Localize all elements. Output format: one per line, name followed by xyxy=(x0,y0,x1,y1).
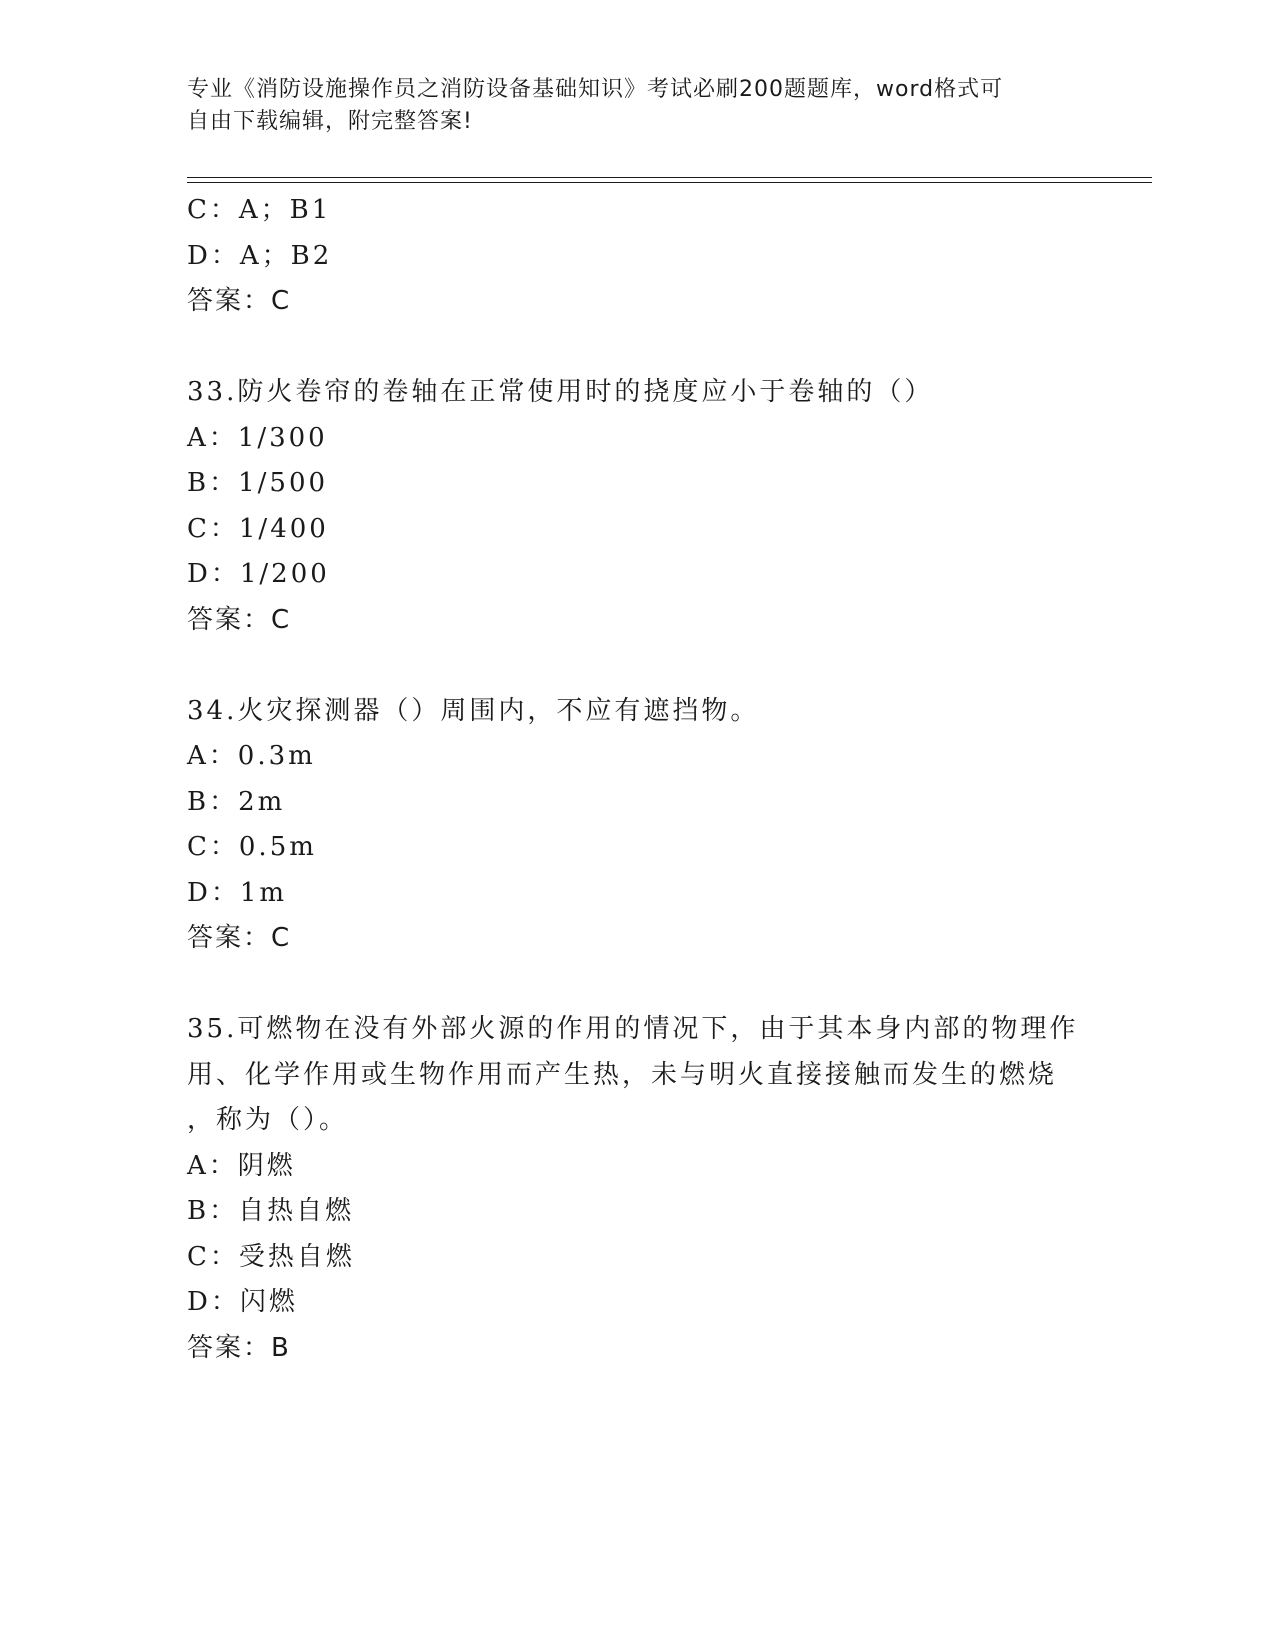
spacer xyxy=(187,643,1087,689)
option-d: D：A；B2 xyxy=(187,240,333,271)
header-rule-top xyxy=(187,177,1152,178)
header-rule-bottom xyxy=(187,182,1152,183)
option-c: C：1/400 xyxy=(187,513,329,544)
option-c: C：A；B1 xyxy=(187,195,332,225)
question-stem-line-2: 用、化学作用或生物作用而产生热，未与明火直接接触而发生的燃烧 xyxy=(187,1059,1058,1090)
answer-label: 答案：C xyxy=(187,604,292,635)
option-a: A：0.3m xyxy=(187,741,316,771)
option-d: D：1m xyxy=(187,877,288,908)
question-34 xyxy=(187,689,1087,962)
option-c: C：受热自燃 xyxy=(187,1241,355,1272)
option-c: C：0.5m xyxy=(187,832,317,862)
answer-label: 答案：C xyxy=(187,286,292,316)
answer-label: 答案：B xyxy=(187,1332,291,1363)
option-d: D：1/200 xyxy=(187,559,330,589)
document-header xyxy=(187,74,1067,138)
previous-question-tail xyxy=(187,188,1087,325)
spacer xyxy=(187,325,1087,371)
option-b: B：1/500 xyxy=(187,468,329,498)
question-35 xyxy=(187,1007,1087,1371)
spacer xyxy=(187,962,1087,1008)
option-b: B：2m xyxy=(187,786,286,817)
question-stem-line-3: ，称为（）。 xyxy=(187,1105,349,1135)
question-list xyxy=(187,188,1087,1371)
option-a: A：1/300 xyxy=(187,422,328,453)
header-line-2: 自由下载编辑，附完整答案! xyxy=(187,109,473,134)
question-stem: 34.火灾探测器（）周围内，不应有遮挡物。 xyxy=(187,695,760,726)
header-line-1: 专业《消防设施操作员之消防设备基础知识》考试必刷200题题库，word格式可 xyxy=(187,77,1004,102)
option-a: A：阴燃 xyxy=(187,1150,296,1181)
question-33 xyxy=(187,370,1087,643)
question-stem-line-1: 35.可燃物在没有外部火源的作用的情况下，由于其本身内部的物理作 xyxy=(187,1014,1079,1044)
option-d: D：闪燃 xyxy=(187,1287,298,1317)
option-b: B：自热自燃 xyxy=(187,1196,355,1226)
question-stem: 33.防火卷帘的卷轴在正常使用时的挠度应小于卷轴的（） xyxy=(187,377,934,407)
answer-label: 答案：C xyxy=(187,923,292,953)
